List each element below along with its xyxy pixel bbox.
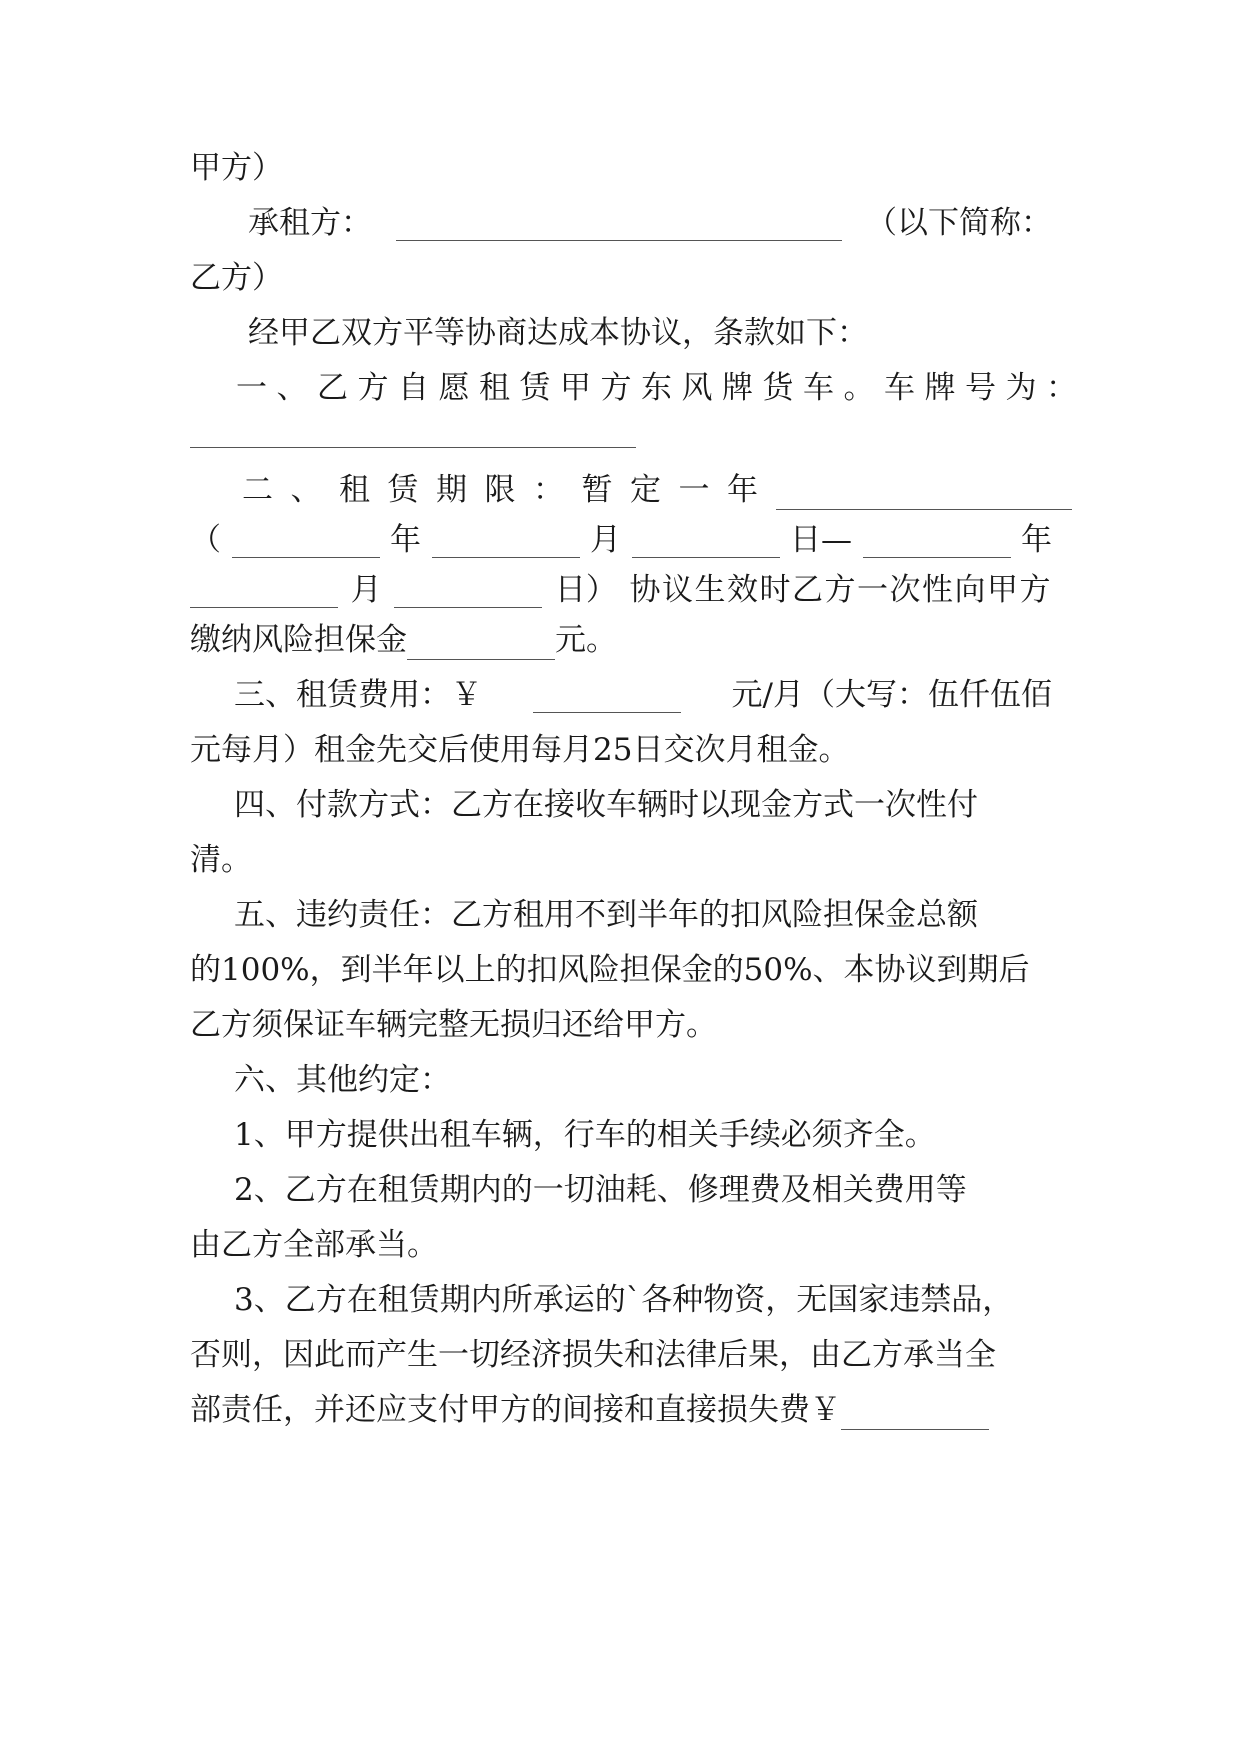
start-year-label: 年 bbox=[390, 522, 421, 558]
end-year-label: 年 bbox=[1021, 522, 1052, 558]
rent-unit-text: 元/月（大写：伍仟伍佰 bbox=[731, 677, 1052, 713]
clause-3-line bbox=[190, 675, 1052, 715]
term-item-3-text-2: 否则，因此而产生一切经济损失和法律后果，由乙方承当全 bbox=[190, 1337, 996, 1373]
breach-text-3: 乙方须保证车辆完整无损归还给甲方。 bbox=[190, 1007, 717, 1043]
clause-2-term-blank bbox=[776, 474, 1072, 510]
rent-schedule-line bbox=[190, 730, 1052, 770]
deposit-label: 缴纳风险担保金 bbox=[190, 622, 407, 658]
clause-4-tail bbox=[190, 840, 1052, 880]
end-day-label: 日） bbox=[554, 572, 617, 608]
deposit-line bbox=[190, 620, 1052, 660]
lessee-name-blank bbox=[396, 205, 842, 241]
effective-text: 协议生效时乙方一次性向甲方 bbox=[629, 572, 1052, 608]
date-paren-open: （ bbox=[190, 522, 221, 558]
payment-method-tail: 清。 bbox=[190, 842, 252, 878]
start-month-label: 月 bbox=[590, 522, 621, 558]
rent-label: 三、租赁费用：￥ bbox=[234, 677, 482, 713]
clause-4-line bbox=[190, 785, 1052, 825]
start-day-blank bbox=[632, 522, 780, 558]
breach-text-1: 五、违约责任：乙方租用不到半年的扣风险担保金总额 bbox=[234, 897, 978, 933]
term-item-1 bbox=[190, 1115, 1052, 1155]
term-item-1-text: 1、甲方提供出租车辆，行车的相关手续必须齐全。 bbox=[234, 1117, 936, 1153]
term-item-2-text: 2、乙方在租赁期内的一切油耗、修理费及相关费用等 bbox=[234, 1172, 967, 1208]
loss-fee-blank bbox=[841, 1394, 989, 1430]
term-item-3-cont bbox=[190, 1335, 1052, 1375]
lessee-label: 承租方： bbox=[248, 205, 372, 241]
term-item-2 bbox=[190, 1170, 1052, 1210]
term-item-2-tail: 由乙方全部承当。 bbox=[190, 1227, 438, 1263]
party-b-tail bbox=[190, 258, 1052, 298]
start-month-blank bbox=[432, 522, 580, 558]
start-day-label: 日— bbox=[790, 522, 852, 558]
deposit-unit: 元。 bbox=[555, 622, 617, 658]
deposit-amount-blank bbox=[407, 624, 555, 660]
rent-amount-blank bbox=[533, 677, 681, 713]
party-a-tail-text: 甲方） bbox=[190, 150, 283, 186]
end-month-label: 月 bbox=[350, 572, 382, 608]
breach-text-2: 的100%，到半年以上的扣风险担保金的50%、本协议到期后 bbox=[190, 952, 1030, 988]
party-b-tail-text: 乙方） bbox=[190, 260, 283, 296]
term-item-3-text: 3、乙方在租赁期内所承运的`各种物资，无国家违禁品， bbox=[234, 1282, 1014, 1318]
end-year-blank bbox=[863, 522, 1011, 558]
other-terms-title: 六、其他约定： bbox=[234, 1062, 451, 1098]
term-item-2-cont bbox=[190, 1225, 1052, 1265]
term-item-3-cont-2 bbox=[190, 1390, 1052, 1430]
clause-2-line bbox=[190, 470, 1052, 510]
plate-number-blank bbox=[190, 412, 636, 448]
agreement-intro-text: 经甲乙双方平等协商达成本协议，条款如下： bbox=[248, 315, 868, 351]
contract-page bbox=[190, 0, 1087, 1754]
clause-1-text: 一、乙方自愿租赁甲方东风牌货车。车牌号为： bbox=[236, 370, 1087, 406]
term-item-3-text-3: 部责任，并还应支付甲方的间接和直接损失费￥ bbox=[190, 1392, 841, 1428]
clause-5-line-2 bbox=[190, 950, 1052, 990]
payment-method-text: 四、付款方式：乙方在接收车辆时以现金方式一次性付 bbox=[234, 787, 978, 823]
lease-end-line bbox=[190, 570, 1052, 610]
lessee-line bbox=[190, 203, 1052, 243]
rent-schedule-text: 元每月）租金先交后使用每月25日交次月租金。 bbox=[190, 732, 850, 768]
agreement-intro bbox=[190, 313, 1110, 353]
clause-1-line bbox=[190, 368, 1087, 408]
term-item-3 bbox=[190, 1280, 1052, 1320]
plate-number-line bbox=[190, 408, 1052, 448]
clause-2-term-label: 二、租赁期限：暂定一年 bbox=[242, 472, 776, 508]
clause-5-line-3 bbox=[190, 1005, 1052, 1045]
end-month-blank bbox=[190, 572, 338, 608]
start-year-blank bbox=[232, 522, 380, 558]
clause-5-line bbox=[190, 895, 1052, 935]
clause-6-title bbox=[190, 1060, 1052, 1100]
end-day-blank bbox=[394, 572, 542, 608]
party-a-tail bbox=[190, 148, 1052, 188]
lessee-abbr-label: （以下简称： bbox=[866, 205, 1052, 241]
lease-dates-line bbox=[190, 520, 1052, 560]
